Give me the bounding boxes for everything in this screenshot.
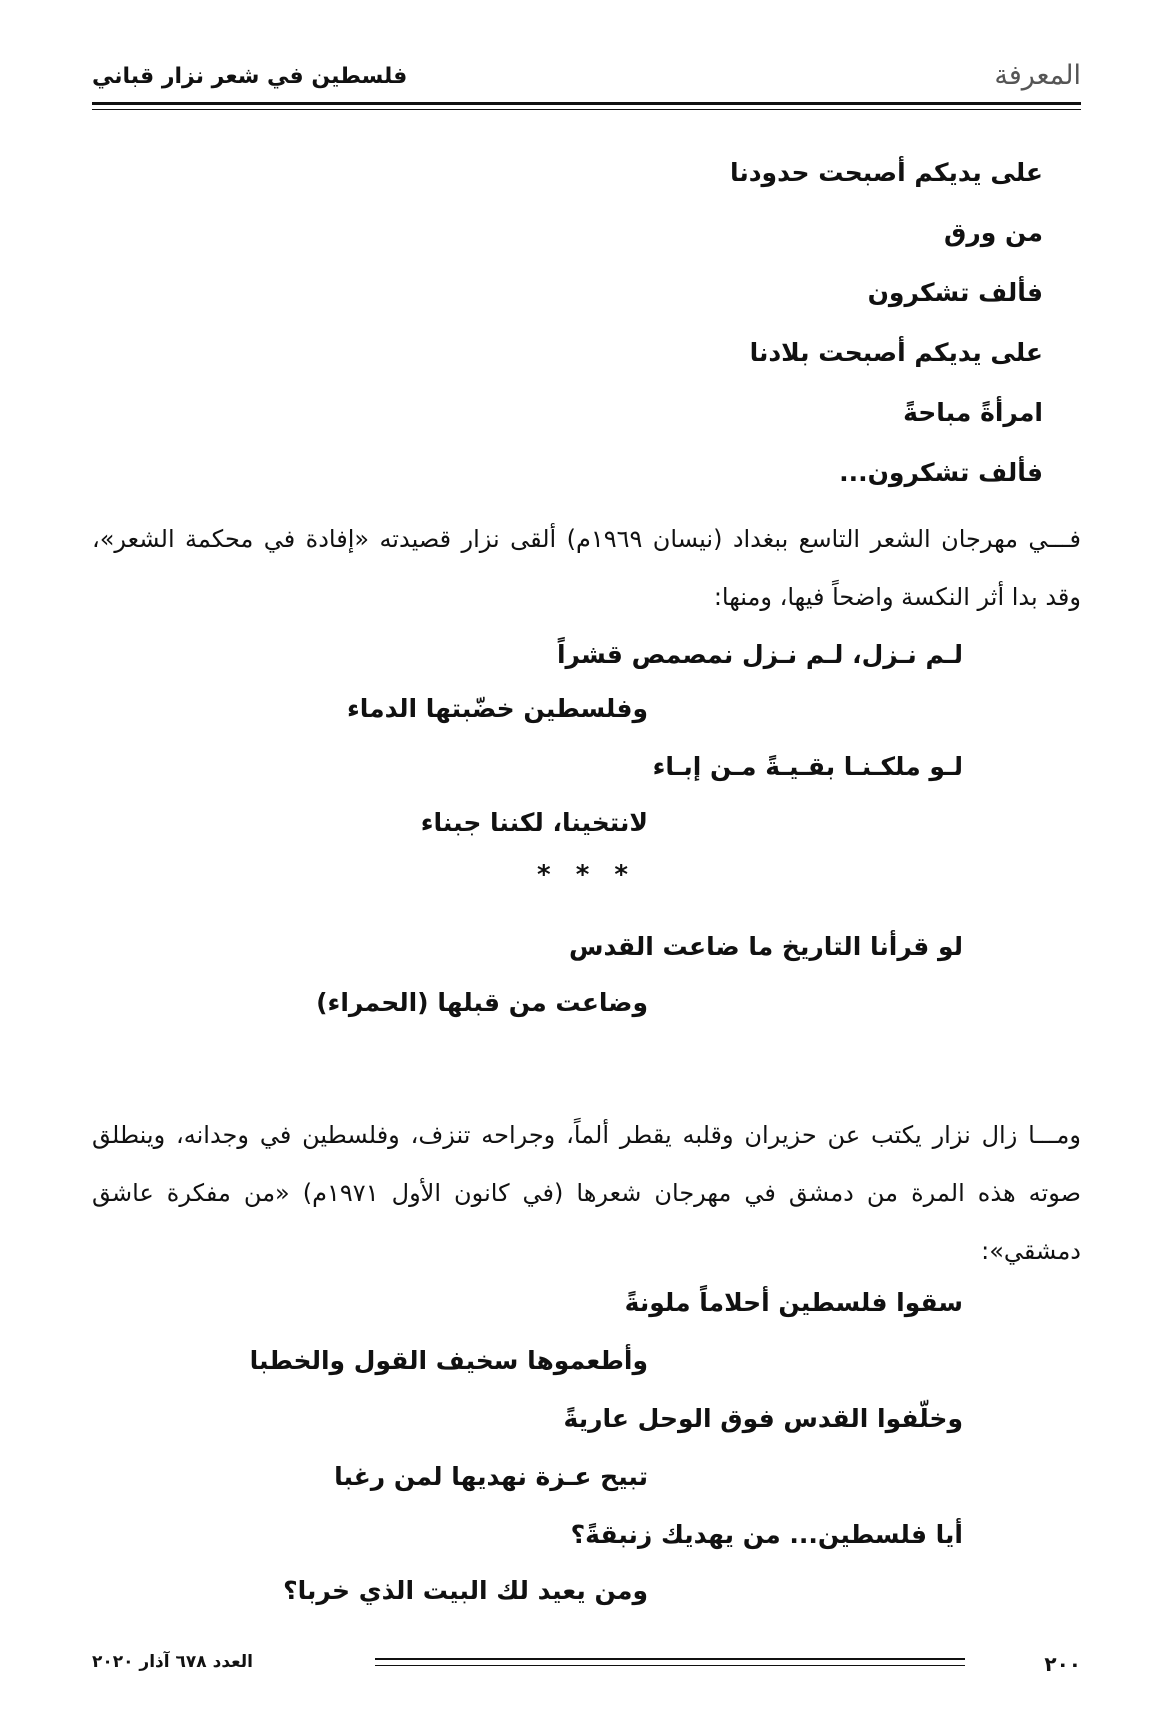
header-rule-thin xyxy=(92,109,1081,110)
footer-rule-thin xyxy=(375,1665,965,1666)
verse-line: ومن يعيد لك البيت الذي خربا؟ xyxy=(283,1576,648,1605)
magazine-logo: المعرفة xyxy=(994,60,1081,91)
verse-line: على يديكم أصبحت بلادنا xyxy=(749,338,1043,367)
verse-line: من ورق xyxy=(944,218,1043,247)
page-header xyxy=(92,58,1081,106)
issue-label: العدد ٦٧٨ آذار ٢٠٢٠ xyxy=(92,1652,253,1672)
footer-rule xyxy=(375,1658,965,1660)
verse-line: تبيح عـزة نهديها لمن رغبا xyxy=(334,1462,648,1491)
section-separator: * * * xyxy=(537,860,636,890)
paragraph-text: ومـــا زال نزار يكتب عن حزيران وقلبه يقطر ألماً، وجراحه تنزف، وفلسطين في وجدانه، وينطلق صوته هذه المرة من دمشق في مهرجان شعرها (في كانون الأول ١٩٧١م) «من مفكرة عاشق دمشقي»: xyxy=(92,1121,1082,1265)
page-number: ٢٠٠ xyxy=(1044,1652,1081,1676)
verse-line: لو قرأنا التاريخ ما ضاعت القدس xyxy=(568,932,963,961)
verse-line: فألف تشكرون xyxy=(867,278,1043,307)
verse-line: وأطعموها سخيف القول والخطبا xyxy=(249,1346,648,1375)
verse-line: سقوا فلسطين أحلاماً ملونةً xyxy=(624,1288,963,1317)
article-running-title: فلسطين في شعر نزار قباني xyxy=(92,64,408,89)
body-paragraph xyxy=(92,1106,1081,1280)
verse-line: وفلسطين خضّبتها الدماء xyxy=(346,694,648,723)
paragraph-text: فـــي مهرجان الشعر التاسع ببغداد (نيسان ١٩٦٩م) ألقى نزار قصيدته «إفادة في محكمة الشعر»، وقد بدا أثر النكسة واضحاً فيها، ومنها: xyxy=(92,525,1081,611)
verse-line: وخلّفوا القدس فوق الوحل عاريةً xyxy=(563,1404,963,1433)
verse-line: لـم نـزل، لـم نـزل نمصمص قشراً xyxy=(556,640,963,669)
verse-line: لانتخينا، لكننا جبناء xyxy=(420,808,648,837)
header-rule xyxy=(92,102,1081,105)
verse-line: وضاعت من قبلها (الحمراء) xyxy=(316,988,648,1017)
body-paragraph xyxy=(92,510,1081,626)
verse-line: لـو ملكـنـا بقـيـةً مـن إبـاء xyxy=(652,752,963,781)
verse-line: على يديكم أصبحت حدودنا xyxy=(729,158,1043,187)
verse-line: فألف تشكرون... xyxy=(839,458,1043,487)
verse-line: امرأةً مباحةً xyxy=(903,398,1043,427)
verse-line: أيا فلسطين... من يهديك زنبقةً؟ xyxy=(570,1520,963,1549)
